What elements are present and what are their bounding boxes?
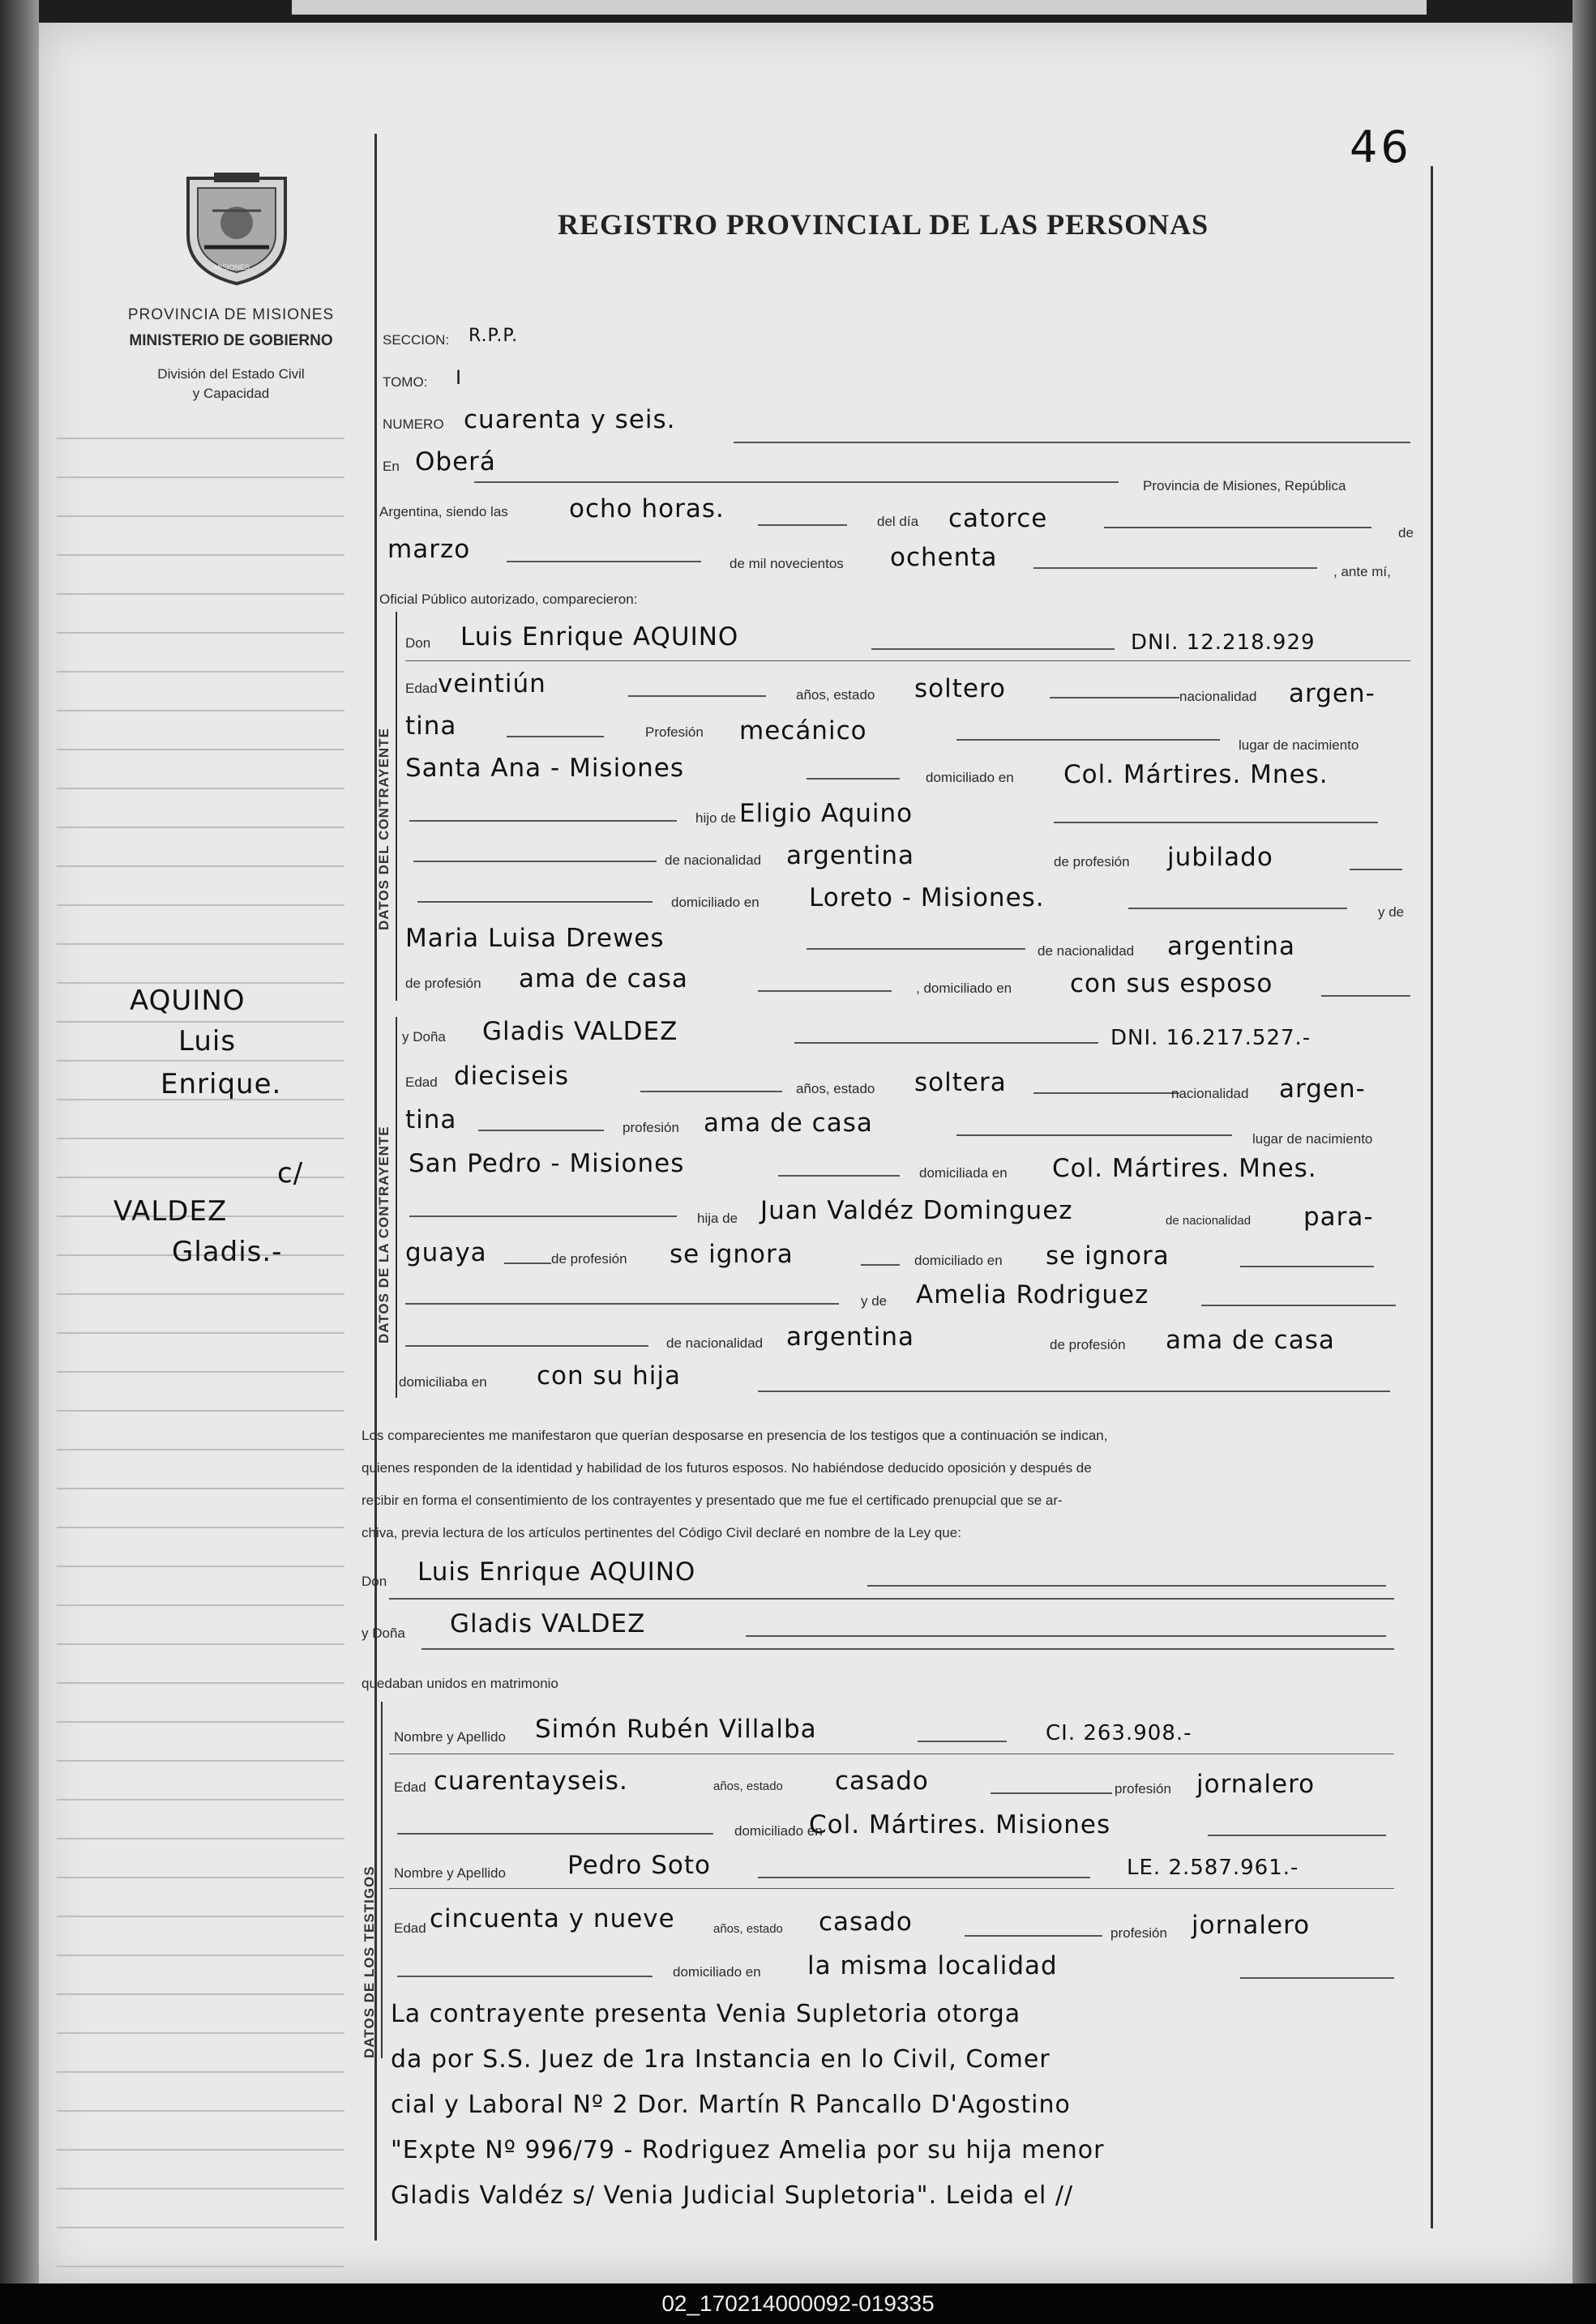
margin-ruled-line	[57, 2032, 344, 2034]
fill-line	[389, 1888, 1394, 1889]
margin-ruled-line	[57, 865, 344, 867]
fill-line	[965, 1935, 1102, 1937]
dia-value: catorce	[948, 504, 1048, 533]
profesion-label: Profesión	[645, 724, 704, 740]
margin-ruled-line	[57, 1566, 344, 1567]
witness2-age: cincuenta y nueve	[430, 1904, 675, 1933]
margin-ruled-line	[57, 982, 344, 984]
groom-nationality-b: tina	[405, 711, 457, 741]
bride-father-nationality-a: para-	[1303, 1203, 1374, 1232]
domiciliado-label: domiciliado en	[926, 770, 1014, 785]
anios-estado-label: años, estado	[796, 687, 875, 703]
fill-line	[778, 1175, 900, 1177]
fill-line	[504, 1262, 551, 1264]
margin-ruled-line	[57, 1527, 344, 1528]
margin-ruled-line	[57, 1799, 344, 1801]
fill-line	[507, 561, 701, 562]
madre-dom-label: , domiciliado en	[916, 980, 1012, 996]
bride-mother-address: con su hija	[537, 1361, 682, 1391]
annotation-notes	[391, 1992, 1104, 2219]
margin-note-line4: c/	[277, 1157, 304, 1190]
groom-mother-profession: ama de casa	[519, 964, 688, 993]
declaration-text	[362, 1420, 1407, 1549]
oficial-text: Oficial Público autorizado, comparecieron:	[379, 592, 638, 607]
edad-label: Edad	[405, 1074, 438, 1090]
fill-line	[1240, 1266, 1374, 1267]
fill-line	[758, 524, 847, 526]
provincia-text: Provincia de Misiones, República	[1143, 478, 1346, 493]
witness2-profession: jornalero	[1192, 1911, 1311, 1940]
image-identifier-footer: 02_170214000092-019335	[0, 2283, 1596, 2324]
bride-mother-nationality: argentina	[786, 1322, 915, 1352]
nombre-label: Nombre y Apellido	[394, 1729, 506, 1745]
top-page-band	[292, 0, 1427, 15]
en-value: Oberá	[415, 447, 496, 476]
ante-mi-label: , ante mí,	[1333, 564, 1391, 579]
madre-dom-label: domiciliaba en	[399, 1374, 487, 1390]
province-name: PROVINCIA DE MISIONES	[127, 306, 335, 323]
groom-mother-nationality: argentina	[1167, 932, 1296, 961]
fill-line	[628, 695, 766, 697]
don-label: Don	[405, 635, 431, 651]
declaration-line: Los comparecientes me manifestaron que querían desposarse en presencia de los testigos que a continuación se indican,	[362, 1428, 1108, 1443]
provincial-seal-icon	[180, 166, 293, 288]
margin-note-line3: Enrique.	[160, 1068, 282, 1100]
hora-value: ocho horas.	[569, 494, 725, 523]
margin-ruled-line	[57, 749, 344, 750]
margin-ruled-line	[57, 2071, 344, 2073]
y-de-label: y de	[861, 1293, 888, 1309]
witness2-name: Pedro Soto	[567, 1851, 711, 1880]
padre-dom-label: domiciliado en	[671, 895, 759, 910]
fill-line	[478, 1130, 604, 1131]
fill-line	[956, 739, 1220, 741]
fill-line	[956, 1134, 1232, 1136]
witness2-status: casado	[819, 1907, 913, 1937]
margin-ruled-line	[57, 1332, 344, 1334]
margin-ruled-line	[57, 593, 344, 595]
domiciliado-label: domiciliado en	[673, 1964, 761, 1980]
margin-ruled-line	[57, 1021, 344, 1023]
profesion-label: profesión	[623, 1120, 679, 1135]
margin-note-line1: AQUINO	[130, 985, 246, 1017]
fill-line	[1104, 527, 1371, 528]
argentina-text: Argentina, siendo las	[379, 504, 508, 519]
bride-status: soltera	[914, 1068, 1007, 1097]
margin-ruled-line	[57, 827, 344, 828]
domiciliada-label: domiciliada en	[919, 1165, 1008, 1181]
fill-line	[421, 1648, 1394, 1650]
margin-ruled-line	[57, 2110, 344, 2112]
bride-father-address: se ignora	[1046, 1241, 1170, 1271]
margin-ruled-line	[57, 788, 344, 789]
bride-age: dieciseis	[454, 1062, 570, 1091]
fill-line	[413, 861, 657, 862]
margin-ruled-line	[57, 632, 344, 634]
fill-line	[397, 1976, 653, 1977]
padre-nac-label: de nacionalidad	[1166, 1214, 1252, 1228]
groom-status: soltero	[914, 674, 1006, 703]
fill-line	[1350, 869, 1402, 870]
fill-line	[1208, 1835, 1386, 1836]
lugar-label: lugar de nacimiento	[1252, 1131, 1373, 1147]
margin-ruled-line	[57, 2266, 344, 2267]
bride-birthplace: San Pedro - Misiones	[409, 1149, 685, 1178]
groom-age: veintiún	[438, 669, 546, 698]
contrayente-section-label: DATOS DEL CONTRAYENTE	[376, 728, 392, 930]
fill-line	[918, 1741, 1007, 1742]
nacionalidad-label: nacionalidad	[1171, 1086, 1249, 1101]
fill-line	[758, 990, 892, 992]
margin-ruled-line	[57, 1410, 344, 1412]
margin-ruled-line	[57, 904, 344, 906]
hija-label: hija de	[697, 1211, 738, 1226]
nacionalidad-label: nacionalidad	[1179, 689, 1257, 704]
margin-ruled-line	[57, 515, 344, 517]
tomo-value: I	[456, 366, 463, 389]
groom-father-address: Loreto - Misiones.	[809, 883, 1045, 912]
fill-line	[1033, 567, 1317, 569]
fill-line	[861, 1264, 900, 1266]
groom-birthplace: Santa Ana - Misiones	[405, 754, 685, 783]
groom-document: DNI. 12.218.929	[1131, 630, 1316, 655]
fill-line	[1054, 822, 1378, 823]
margin-ruled-line	[57, 671, 344, 673]
fill-line	[389, 1598, 1394, 1600]
witness1-document: CI. 263.908.-	[1046, 1721, 1192, 1745]
margin-ruled-line	[57, 1838, 344, 1839]
witness1-profession: jornalero	[1196, 1770, 1316, 1799]
annotation-line: La contrayente presenta Venia Supletoria otorga	[391, 2000, 1021, 2028]
seccion-label: SECCION:	[383, 332, 450, 348]
anios-estado-label: años, estado	[713, 1779, 783, 1793]
margin-ruled-line	[57, 1488, 344, 1489]
witness1-address: Col. Mártires. Misiones	[809, 1810, 1111, 1839]
y-de-label: y de	[1378, 904, 1405, 920]
bride-nationality-b: tina	[405, 1105, 457, 1134]
fill-line	[1128, 908, 1347, 909]
division-line2: y Capacidad	[192, 386, 270, 401]
margin-ruled-line	[57, 1293, 344, 1295]
padre-prof-label: de profesión	[551, 1251, 627, 1267]
fill-line	[1321, 995, 1410, 997]
bride-profession: ama de casa	[704, 1109, 873, 1138]
en-label: En	[383, 459, 400, 474]
fill-line	[991, 1792, 1112, 1794]
margin-ruled-line	[57, 710, 344, 711]
groom-mother: Maria Luisa Drewes	[405, 924, 665, 953]
lugar-label: lugar de nacimiento	[1239, 737, 1359, 753]
nombre-label: Nombre y Apellido	[394, 1865, 506, 1881]
bride-father-nationality-b: guaya	[405, 1238, 487, 1267]
edad-label: Edad	[405, 681, 438, 696]
margin-ruled-line	[57, 1877, 344, 1878]
anios-estado-label: años, estado	[796, 1081, 875, 1096]
margin-ruled-line	[57, 1604, 344, 1606]
groom-profession: mecánico	[739, 716, 867, 745]
fill-line	[397, 1833, 713, 1835]
fill-line	[405, 1303, 839, 1305]
margin-ruled-line	[57, 2149, 344, 2151]
right-margin-rule	[1431, 166, 1433, 2228]
witness1-name: Simón Rubén Villalba	[535, 1715, 817, 1744]
seccion-value: R.P.P.	[469, 326, 519, 346]
fill-line	[758, 1877, 1090, 1878]
profesion-label: profesión	[1115, 1781, 1171, 1796]
margin-ruled-line	[57, 1682, 344, 1684]
seal-label: MISIONES	[214, 263, 250, 271]
groom-father-nationality: argentina	[786, 841, 915, 870]
groom-mother-address: con sus esposo	[1070, 969, 1273, 998]
fill-line	[1050, 697, 1179, 698]
bride-document: DNI. 16.217.527.-	[1110, 1026, 1311, 1050]
bride-name: Gladis VALDEZ	[482, 1017, 678, 1046]
annotation-line: da por S.S. Juez de 1ra Instancia en lo Civil, Comer	[391, 2045, 1050, 2074]
margin-ruled-line	[57, 2227, 344, 2228]
bride-nationality-a: argen-	[1279, 1074, 1366, 1104]
testigos-section-label: DATOS DE LOS TESTIGOS	[362, 1865, 377, 2058]
contrayenta-section-label: DATOS DE LA CONTRAYENTE	[376, 1126, 392, 1344]
bride-address: Col. Mártires. Mnes.	[1052, 1154, 1317, 1183]
margin-ruled-line	[57, 1138, 344, 1139]
declaration-line: recibir en forma el consentimiento de los contrayentes y presentado que me fue el certificado prenupcial que se ar-	[362, 1493, 1063, 1508]
margin-ruled-line	[57, 554, 344, 556]
padre-nac-label: de nacionalidad	[665, 852, 762, 868]
annotation-line: Gladis Valdéz s/ Venia Judicial Supletoria". Leida el //	[391, 2181, 1074, 2210]
edad-label: Edad	[394, 1920, 426, 1936]
numero-label: NUMERO	[383, 417, 444, 432]
witness2-document: LE. 2.587.961.-	[1127, 1856, 1299, 1880]
madre-nac-label: de nacionalidad	[666, 1335, 764, 1351]
fill-line	[405, 660, 1410, 661]
division-line1: División del Estado Civil	[157, 366, 305, 382]
margin-ruled-line	[57, 1643, 344, 1645]
fill-line	[734, 442, 1410, 443]
margin-ruled-line	[57, 1060, 344, 1062]
margin-ruled-line	[57, 438, 344, 439]
declared-bride: Gladis VALDEZ	[450, 1609, 646, 1638]
groom-address: Col. Mártires. Mnes.	[1063, 760, 1329, 789]
fill-line	[409, 1215, 677, 1217]
de-mil-label: de mil novecientos	[730, 556, 844, 571]
fill-line	[417, 901, 653, 903]
padre-prof-label: de profesión	[1054, 854, 1130, 869]
fill-line	[405, 1345, 648, 1347]
don-label: Don	[362, 1574, 387, 1589]
madre-prof-label: de profesión	[1050, 1337, 1126, 1352]
mes-value: marzo	[387, 535, 471, 564]
margin-ruled-line	[57, 1916, 344, 1917]
fill-line	[871, 648, 1115, 650]
declaration-line: chiva, previa lectura de los artículos pertinentes del Código Civil declaré en nombre de la Ley que:	[362, 1525, 961, 1540]
margin-ruled-line	[57, 2188, 344, 2189]
witness1-status: casado	[835, 1766, 929, 1796]
bride-mother-profession: ama de casa	[1166, 1326, 1335, 1355]
margin-ruled-line	[57, 1449, 344, 1450]
fill-line	[1201, 1305, 1396, 1306]
margin-note-line5: VALDEZ	[113, 1195, 228, 1228]
del-dia-label: del día	[877, 514, 919, 529]
bride-father-profession: se ignora	[670, 1240, 794, 1269]
book-spine-edge	[0, 0, 39, 2324]
dona-label: y Doña	[362, 1626, 405, 1641]
margin-ruled-line	[57, 943, 344, 945]
hijo-label: hijo de	[695, 810, 737, 826]
margin-ruled-line	[57, 1954, 344, 1956]
padre-dom-label: domiciliado en	[914, 1253, 1003, 1268]
profesion-label: profesión	[1110, 1925, 1167, 1941]
annotation-line: cial y Laboral Nº 2 Dor. Martín R Pancallo D'Agostino	[391, 2091, 1071, 2119]
witness2-address: la misma localidad	[807, 1951, 1058, 1980]
margin-note-line2: Luis	[178, 1025, 237, 1057]
fill-line	[409, 820, 677, 822]
document-title: REGISTRO PROVINCIAL DE LAS PERSONAS	[558, 208, 1209, 241]
groom-father-profession: jubilado	[1167, 843, 1273, 872]
ministry-name: MINISTERIO DE GOBIERNO	[129, 332, 333, 349]
anios-estado-label: años, estado	[713, 1922, 783, 1936]
matrimonio-closing: quedaban unidos en matrimonio	[362, 1676, 558, 1691]
section-bracket	[396, 612, 397, 1001]
page-number: 46	[1350, 122, 1412, 173]
fill-line	[507, 736, 604, 737]
numero-value: cuarenta y seis.	[464, 405, 676, 434]
bride-father: Juan Valdéz Dominguez	[760, 1196, 1073, 1225]
annotation-line: "Expte Nº 996/79 - Rodriguez Amelia por su hija menor	[391, 2136, 1105, 2164]
register-page	[39, 23, 1572, 2283]
groom-nationality-a: argen-	[1289, 679, 1376, 708]
page-right-edge	[1572, 0, 1596, 2324]
fill-line	[794, 1042, 1098, 1044]
margin-ruled-line	[57, 1371, 344, 1373]
witness1-age: cuarentayseis.	[434, 1766, 628, 1796]
domiciliado-label: domiciliado en	[734, 1823, 823, 1839]
margin-ruled-line	[57, 1760, 344, 1762]
fill-line	[474, 481, 1119, 483]
fill-line	[807, 778, 900, 780]
fill-line	[1240, 1977, 1394, 1979]
tomo-label: TOMO:	[383, 374, 428, 390]
fill-line	[746, 1635, 1386, 1637]
fill-line	[640, 1091, 782, 1092]
anio-value: ochenta	[890, 543, 998, 572]
section-bracket	[396, 1017, 397, 1398]
fill-line	[867, 1585, 1386, 1587]
margin-ruled-line	[57, 1993, 344, 1995]
fill-line	[758, 1391, 1390, 1392]
dona-label: y Doña	[402, 1029, 446, 1045]
declaration-line: quienes responden de la identidad y habilidad de los futuros esposos. No habiéndose deducido oposición y después de	[362, 1460, 1092, 1476]
section-bracket	[381, 1702, 383, 2058]
madre-prof-label: de profesión	[405, 976, 481, 991]
margin-ruled-line	[57, 1721, 344, 1723]
fill-line	[1033, 1092, 1179, 1094]
de-label: de	[1398, 525, 1414, 540]
bride-mother: Amelia Rodriguez	[916, 1280, 1149, 1309]
edad-label: Edad	[394, 1779, 426, 1795]
madre-nac-label: de nacionalidad	[1038, 943, 1135, 959]
fill-line	[807, 948, 1025, 950]
margin-note-line6: Gladis.-	[172, 1236, 283, 1268]
declared-groom: Luis Enrique AQUINO	[417, 1557, 696, 1587]
groom-father: Eligio Aquino	[739, 799, 914, 828]
margin-ruled-line	[57, 476, 344, 478]
groom-name: Luis Enrique AQUINO	[460, 622, 739, 651]
